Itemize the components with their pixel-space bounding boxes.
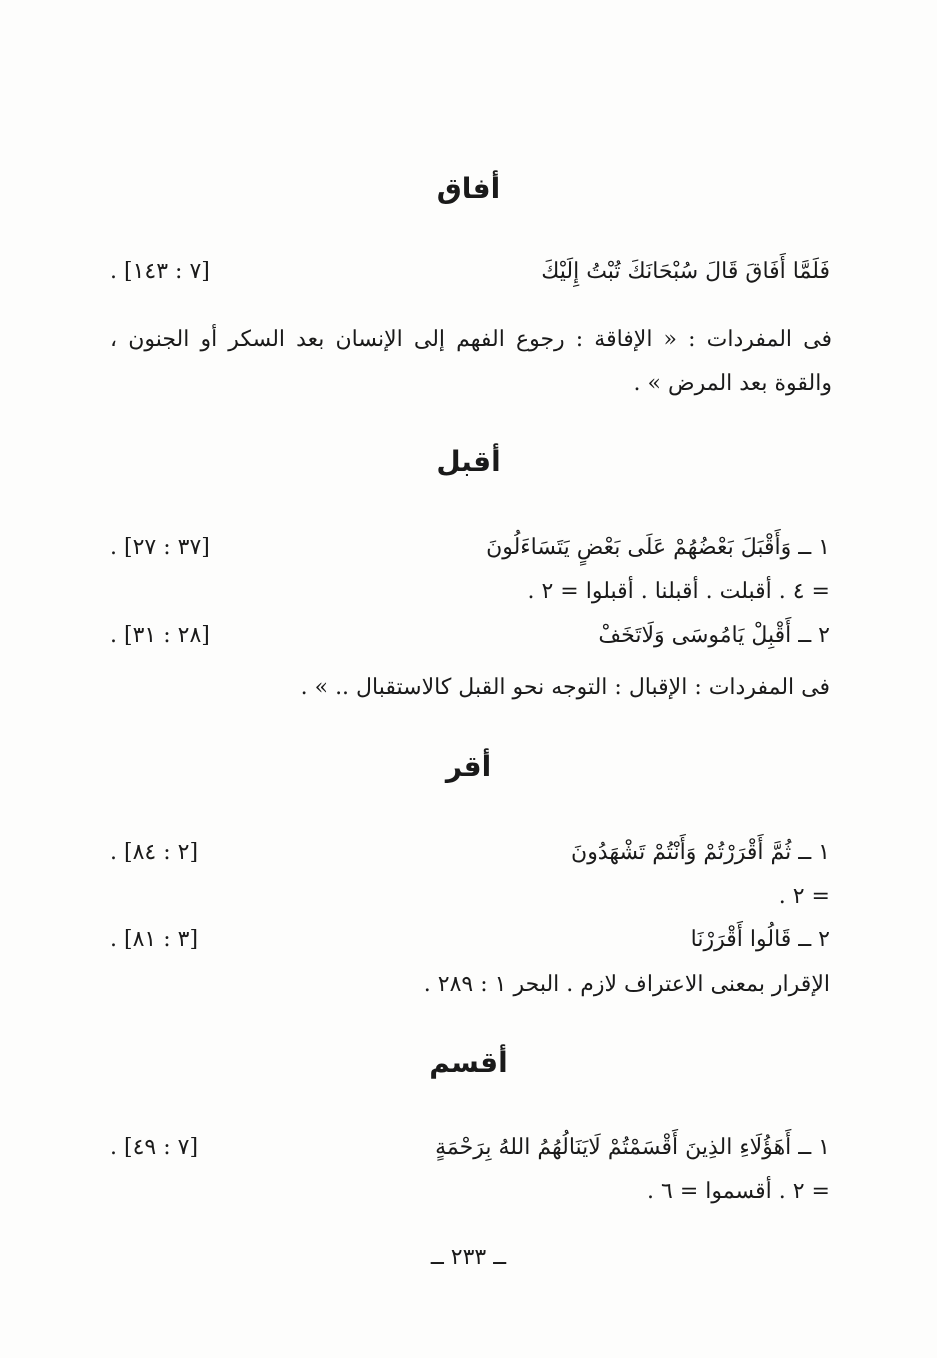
- verse-text: ٢ ــ قَالُوا أَقْرَرْنَا: [690, 927, 830, 952]
- verse-line: [110, 572, 830, 612]
- verse-text: الإقرار بمعنى الاعتراف لازم . البحر ١ : ٢٨٩ .: [423, 972, 830, 997]
- verse-line: [110, 920, 830, 960]
- verse-reference: [٧ : ٤٩] .: [110, 1135, 199, 1160]
- verse-text: ٢ ــ أَقْبِلْ يَامُوسَى وَلَاتَخَفْ: [598, 623, 830, 648]
- section-title-aqsama: أقسم: [429, 1046, 508, 1079]
- section-title-afaq: أفاق: [436, 172, 501, 205]
- note-paragraph: فى المفردات : « الإفاقة : رجوع الفهم إلى الإنسان بعد السكر أو الجنون ، والقوة بعد المرض » .: [110, 327, 832, 396]
- verse-reference: [٧ : ١٤٣] .: [110, 259, 210, 284]
- verse-text: = ٤ . أقبلت . أقبلنا . أقبلوا = ٢ .: [527, 579, 830, 604]
- verse-line: [110, 252, 830, 292]
- page-number: ــ ٢٣٣ ــ: [430, 1245, 507, 1270]
- verse-line: [110, 877, 830, 917]
- verse-line: [110, 1128, 830, 1168]
- verse-reference: [٣٧ : ٢٧] .: [110, 535, 210, 560]
- verse-text: = ٢ . أقسموا = ٦ .: [647, 1179, 830, 1204]
- verse-line: [110, 668, 830, 708]
- verse-text: ١ ــ أَهَؤُلَاءِ الذِينَ أَقْسَمْتُمْ لَايَنَالُهُمُ اللهُ بِرَحْمَةٍ: [435, 1135, 830, 1160]
- section-title-aqarra: أقر: [445, 750, 492, 783]
- verse-line: [110, 1172, 830, 1212]
- verse-line: [110, 528, 830, 568]
- verse-reference: [٣ : ٨١] .: [110, 927, 199, 952]
- verse-text: ١ ــ وَأَقْبَلَ بَعْضُهُمْ عَلَى بَعْضٍ يَتَسَاءَلُونَ: [486, 535, 830, 560]
- verse-reference: [٢ : ٨٤] .: [110, 840, 199, 865]
- verse-text: فَلَمَّا أَفَاقَ قَالَ سُبْحَانَكَ تُبْتُ إِلَيْكَ: [541, 259, 830, 284]
- verse-line: [110, 833, 830, 873]
- verse-reference: [٢٨ : ٣١] .: [110, 623, 210, 648]
- verse-line: [110, 965, 830, 1005]
- verse-text: = ٢ .: [778, 884, 830, 909]
- section-title-aqbal: أقبل: [436, 445, 501, 478]
- verse-line: [110, 616, 830, 656]
- verse-text: فى المفردات : الإقبال : التوجه نحو القبل كالاستقبال .. » .: [300, 675, 830, 700]
- verse-text: ١ ــ ثُمَّ أَقْرَرْتُمْ وَأَنْتُمْ تَشْهَدُونَ: [571, 840, 830, 865]
